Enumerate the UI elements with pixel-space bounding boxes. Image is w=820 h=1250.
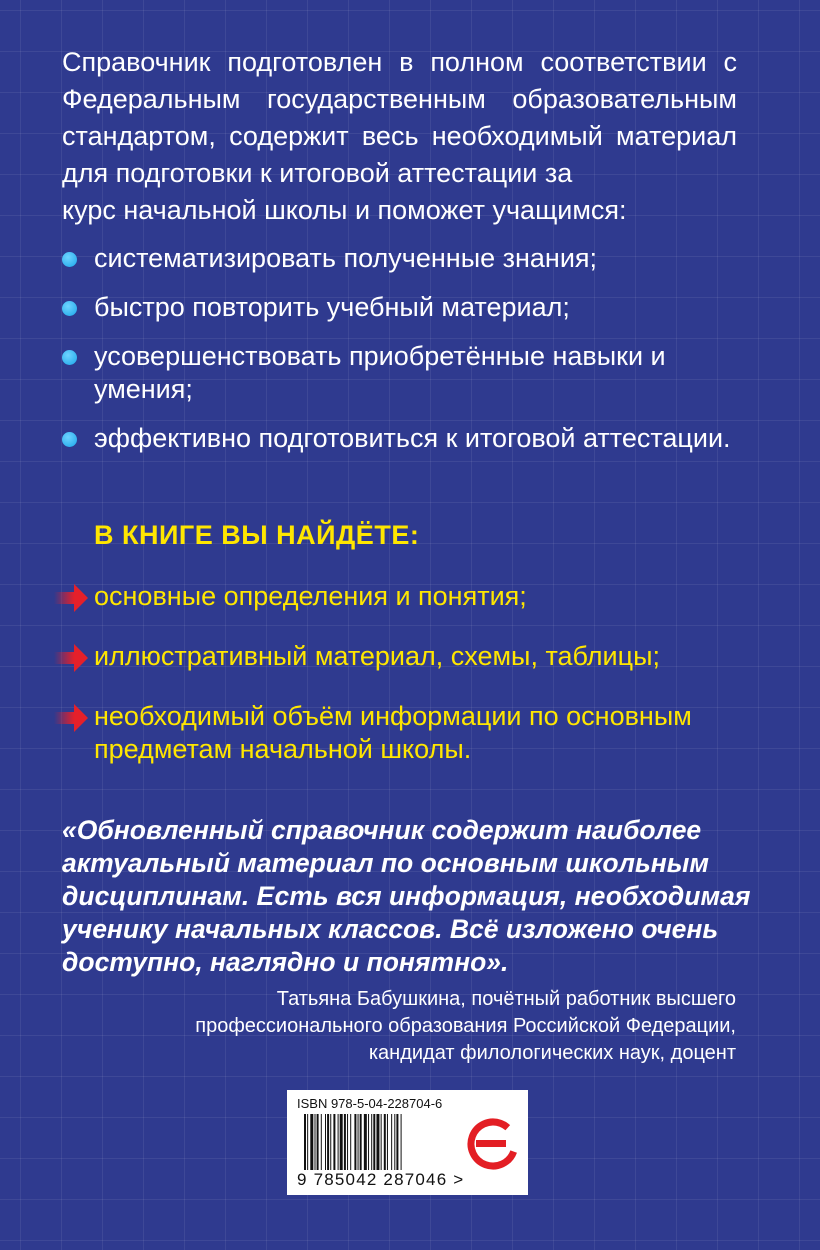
barcode-bars	[304, 1114, 459, 1170]
author-line: профессионального образования Российской Федерации,	[195, 1015, 736, 1037]
barcode-bar	[307, 1114, 308, 1170]
author-line: Татьяна Бабушкина, почётный работник высшего	[276, 988, 736, 1010]
list-item: быстро повторить учебный материал;	[62, 291, 762, 324]
isbn-label: ISBN 978-5-04-228704-6	[297, 1096, 443, 1111]
barcode-bar	[333, 1114, 335, 1170]
barcode-digits: 9 785042 287046 >	[297, 1170, 465, 1189]
quote-author	[96, 986, 736, 1067]
barcode-bar	[358, 1114, 359, 1170]
intro-text-tail: курс начальной школы и поможет учащимся:	[62, 195, 627, 225]
blue-dot-icon	[62, 301, 77, 316]
blue-dot-icon	[62, 432, 77, 447]
blue-dot-icon	[62, 350, 77, 365]
barcode-bar	[371, 1114, 372, 1170]
blue-dot-icon	[62, 252, 77, 267]
barcode-bar	[310, 1114, 313, 1170]
list-item: иллюстративный материал, схемы, таблицы;	[54, 640, 774, 673]
barcode-bar	[381, 1114, 382, 1170]
barcode-bar	[360, 1114, 362, 1170]
eksmo-e-logo	[467, 1118, 519, 1170]
barcode-bar	[340, 1114, 343, 1170]
list-item: эффективно подготовиться к итоговой аттестации.	[62, 422, 762, 455]
find-list	[54, 580, 774, 766]
barcode-bar	[330, 1114, 331, 1170]
intro-paragraph	[62, 44, 737, 229]
author-line: кандидат филологических наук, доцент	[368, 1042, 736, 1064]
barcode-bar	[321, 1114, 322, 1170]
list-item: необходимый объём информации по основным предметам начальной школы.	[54, 700, 774, 766]
benefits-list	[62, 242, 762, 471]
barcode-bar	[354, 1114, 356, 1170]
barcode-bar	[338, 1114, 339, 1170]
barcode-bar	[396, 1114, 398, 1170]
list-item: систематизировать полученные знания;	[62, 242, 762, 275]
barcode-bar	[315, 1114, 316, 1170]
barcode-bar	[376, 1114, 379, 1170]
review-quote: «Обновленный справочник содержит наиболее актуальный материал по основным школьным дисциплинам. Есть вся информация, необходимая ученику начальных классов. Всё изложено очень доступно, наглядно и понятно».	[62, 815, 751, 977]
red-arrow-icon	[54, 704, 90, 732]
barcode-bar	[364, 1114, 367, 1170]
find-heading: В КНИГЕ ВЫ НАЙДЁТЕ:	[94, 520, 420, 550]
barcode-bar	[304, 1114, 306, 1170]
red-arrow-icon	[54, 644, 90, 672]
barcode-bar	[401, 1114, 402, 1170]
list-item: усовершенствовать приобретённые навыки и умения;	[62, 340, 762, 406]
barcode-bar	[384, 1114, 386, 1170]
barcode-bar	[317, 1114, 319, 1170]
intro-text: Справочник подготовлен в полном соответствии с Федеральным государственным образовательным стандартом, содержит весь необходимый материал для подготовки к итоговой аттестации за	[62, 47, 737, 188]
barcode-panel	[287, 1090, 528, 1195]
barcode-bar	[344, 1114, 346, 1170]
barcode-bar	[387, 1114, 388, 1170]
barcode-bar	[391, 1114, 392, 1170]
list-item: основные определения и понятия;	[54, 580, 774, 613]
barcode-bar	[368, 1114, 369, 1170]
red-arrow-icon	[54, 584, 90, 612]
barcode-bar	[350, 1114, 351, 1170]
barcode-bar	[327, 1114, 329, 1170]
barcode-bar	[373, 1114, 375, 1170]
barcode-bar	[325, 1114, 326, 1170]
barcode-bar	[394, 1114, 395, 1170]
barcode-bar	[347, 1114, 348, 1170]
